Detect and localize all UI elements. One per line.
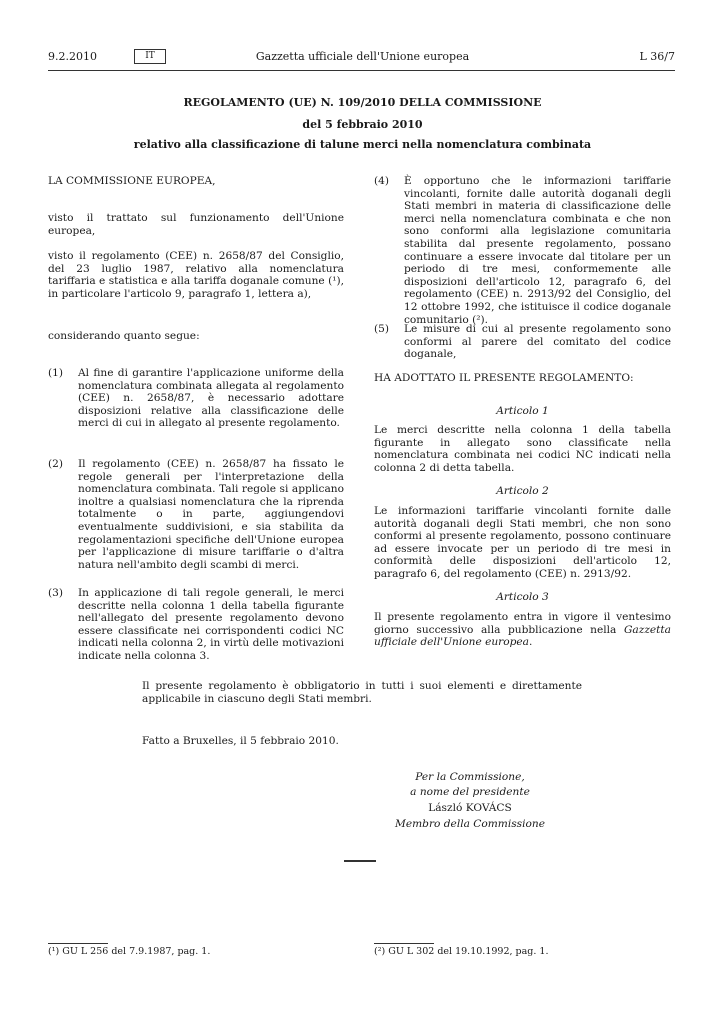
adopted-heading: HA ADOTTATO IL PRESENTE REGOLAMENTO:	[374, 372, 634, 384]
header-journal-title: Gazzetta ufficiale dell'Unione europea	[255, 50, 470, 63]
signatory-name: László KOVÁCS	[428, 802, 512, 814]
article-1-title: Articolo 1	[496, 405, 549, 417]
article-3-journal-name: Gazzetta ufficiale dell'Unione europea	[374, 623, 671, 649]
binding-clause: Il presente regolamento è obbligatorio in tutti i suoi elementi e direttamente applicabile in ciascuno degli Stati membri.	[142, 680, 582, 705]
footnote-rule-left	[48, 943, 108, 944]
recital-number: (3)	[48, 587, 64, 599]
end-rule	[344, 860, 376, 862]
recital-number: (4)	[374, 175, 390, 187]
footnote-1: (¹) GU L 256 del 7.9.1987, pag. 1.	[48, 946, 211, 957]
article-3-text-c: .	[529, 636, 533, 649]
regulation-title: REGOLAMENTO (UE) N. 109/2010 DELLA COMMISSIONE	[183, 96, 542, 109]
visto-treaty: visto il trattato sul funzionamento dell'Unione europea,	[48, 212, 344, 237]
signatory-role: Membro della Commissione	[395, 818, 545, 830]
header-rule	[48, 70, 675, 71]
recital-text: Il regolamento (CEE) n. 2658/87 ha fissato le regole generali per l'interpretazione della nomenclatura combinata. Tali regole si applicano inoltre a qualsiasi nomenclatura che la riprenda totalmente o in parte, aggiungendovi eventualmente suddivisioni, e sia stabilita da regolamentazioni specifiche dell'Unione europea per l'applicazione di misure tariffarie o d'altra natura nell'ambito degli scambi di merci.	[78, 458, 344, 571]
regulation-date: del 5 febbraio 2010	[302, 118, 423, 131]
article-1-text: Le merci descritte nella colonna 1 della tabella figurante in allegato sono classificate nella nomenclatura combinata nei codici NC indicati nella colonna 2 di detta tabella.	[374, 424, 671, 474]
article-3-text-a: Il presente regolamento entra in vigore il ventesimo giorno successivo alla pubblicazione nella	[374, 611, 671, 636]
signature-line-2: a nome del presidente	[410, 786, 530, 798]
footnote-2: (²) GU L 302 del 19.10.1992, pag. 1.	[374, 946, 549, 957]
recital-number: (5)	[374, 323, 390, 335]
recital-text: Al fine di garantire l'applicazione uniforme della nomenclatura combinata allegata al regolamento (CEE) n. 2658/87, è necessario adottare disposizioni relative alla classificazione delle merci di cui in allegato al presente regolamento.	[78, 367, 344, 430]
header-date: 9.2.2010	[48, 50, 97, 63]
right-column	[374, 175, 671, 675]
article-2-text: Le informazioni tariffarie vincolanti fornite dalle autorità doganali degli Stati membri, che non sono conformi al presente regolamento, possono continuare ad essere invocate per un periodo di tre mesi in conformità delle disposizioni dell'articolo 12, paragrafo 6, del regolamento (CEE) n. 2913/92.	[374, 505, 671, 580]
recital-number: (2)	[48, 458, 64, 470]
visto-regulation: visto il regolamento (CEE) n. 2658/87 del Consiglio, del 23 luglio 1987, relativo alla nomenclatura tariffaria e statistica e alla tariffa doganale comune (¹), in particolare l'articolo 9, paragrafo 1, lettera a),	[48, 250, 344, 300]
commission-heading: LA COMMISSIONE EUROPEA,	[48, 175, 216, 187]
article-3-text	[374, 611, 671, 649]
header-language-box: IT	[134, 49, 166, 64]
recital-text: In applicazione di tali regole generali, le merci descritte nella colonna 1 della tabella figurante nell'allegato del presente regolamento devono essere classificate nei corrispondenti codici NC indicati nella colonna 2, in virtù delle motivazioni indicate nella colonna 3.	[78, 587, 344, 662]
considerando: considerando quanto segue:	[48, 330, 200, 342]
header-page-number: L 36/7	[639, 50, 675, 63]
article-3-title: Articolo 3	[496, 591, 549, 603]
recital-text: È opportuno che le informazioni tariffarie vincolanti, fornite dalle autorità doganali degli Stati membri in materia di classificazione delle merci nella nomenclatura combinata e che non sono conformi alla legislazione comunitaria stabilita dal presente regolamento, possano continuare a essere invocate dal titolare per un periodo di tre mesi, conformemente alle disposizioni dell'articolo 12, paragrafo 6, del regolamento (CEE) n. 2913/92 del Consiglio, del 12 ottobre 1992, che istituisce il codice doganale comunitario (²).	[404, 175, 671, 326]
regulation-subject: relativo alla classificazione di talune merci nella nomenclatura combinata	[133, 138, 592, 151]
recital-number: (1)	[48, 367, 64, 379]
article-2-title: Articolo 2	[496, 485, 549, 497]
recital-text: Le misure di cui al presente regolamento sono conformi al parere del comitato del codice doganale,	[404, 323, 671, 361]
footnote-rule-right	[374, 943, 434, 944]
done-at: Fatto a Bruxelles, il 5 febbraio 2010.	[142, 735, 339, 747]
signature-line-1: Per la Commissione,	[415, 771, 525, 783]
left-column	[48, 175, 344, 675]
